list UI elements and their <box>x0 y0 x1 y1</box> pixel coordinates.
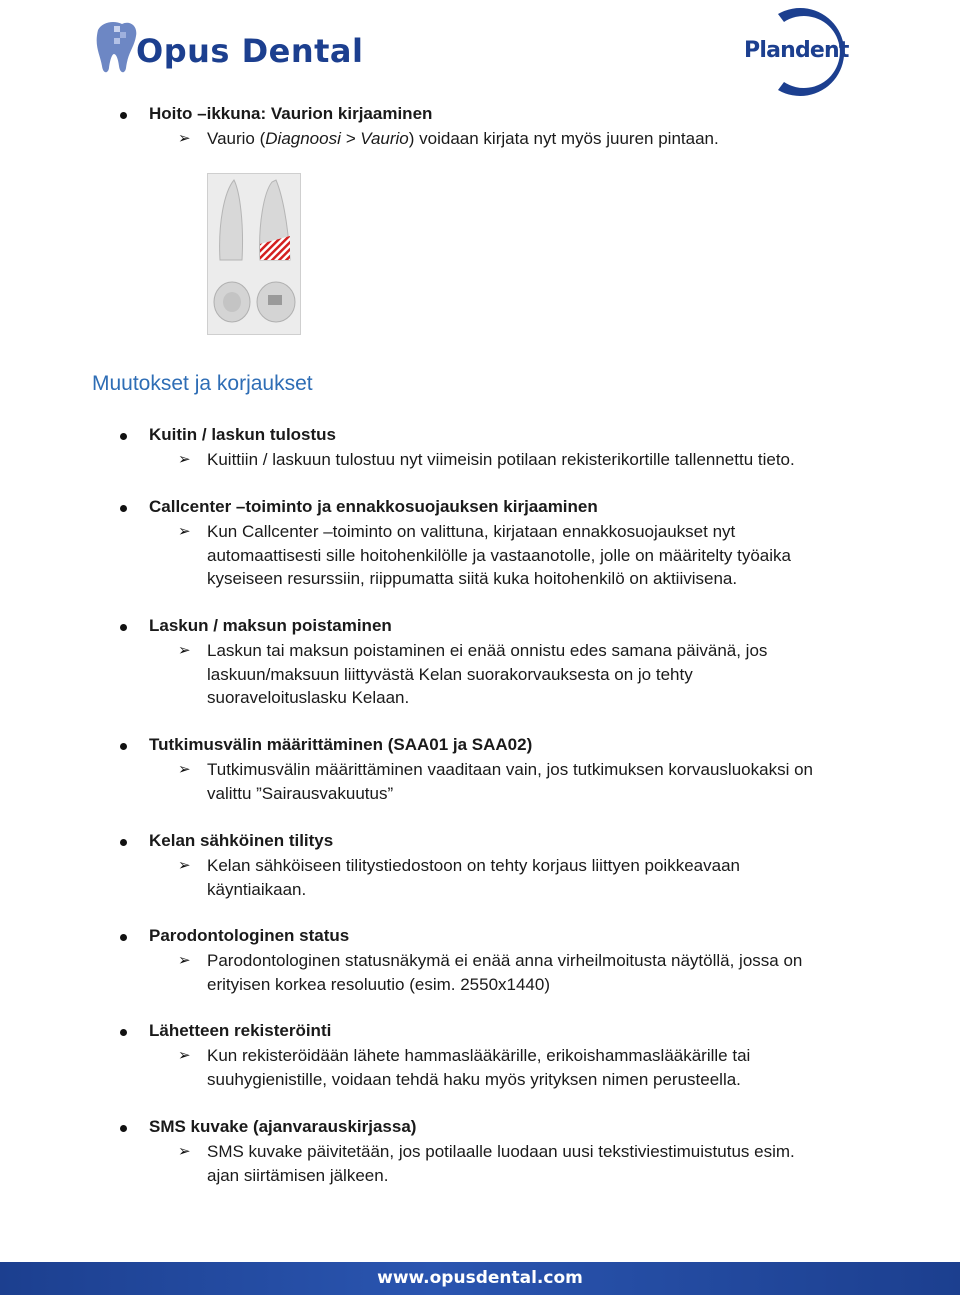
arrow-bullet-icon: ➢ <box>178 761 191 778</box>
plandent-logo-text: Plandent <box>744 38 849 63</box>
arrow-bullet-icon: ➢ <box>178 451 191 468</box>
list-item-text: Kuittiin / laskuun tulostuu nyt viimeisin potilaan rekisterikortille tallennettu tieto. <box>207 450 795 469</box>
bullet-icon <box>120 934 127 941</box>
arrow-bullet-icon: ➢ <box>178 952 191 969</box>
bullet-icon <box>120 505 127 512</box>
intro-item-title: Hoito –ikkuna: Vaurion kirjaaminen <box>149 104 433 123</box>
bullet-icon <box>120 743 127 750</box>
list-item-title: Lähetteen rekisteröinti <box>149 1021 332 1040</box>
list-item-title: SMS kuvake (ajanvarauskirjassa) <box>149 1117 417 1136</box>
bullet-icon <box>120 112 127 119</box>
list-item-text: SMS kuvake päivitetään, jos potilaalle luodaan uusi tekstiviestimuistutus esim. ajan siirtämisen jälkeen. <box>207 1142 795 1185</box>
section-heading: Muutokset ja korjaukset <box>92 372 313 395</box>
list-item-text: Parodontologinen statusnäkymä ei enää anna virheilmoitusta näytöllä, jossa on erityisen korkea resoluutio (esim. 2550x1440) <box>207 951 803 994</box>
tooth-logo-icon <box>92 18 140 78</box>
bullet-icon <box>120 1125 127 1132</box>
plandent-logo <box>740 4 870 100</box>
bullet-icon <box>120 433 127 440</box>
list-item-text: Kun rekisteröidään lähete hammaslääkärille, erikoishammaslääkärille tai suuhygienistille, voidaan tehdä haku myös yrityksen nimen perusteella. <box>207 1046 751 1089</box>
list-item-title: Callcenter –toiminto ja ennakkosuojauksen kirjaaminen <box>149 497 598 516</box>
list-item-title: Tutkimusvälin määrittäminen (SAA01 ja SAA02) <box>149 735 533 754</box>
list-item-text: Kun Callcenter –toiminto on valittuna, kirjataan ennakkosuojaukset nyt automaattisesti sille hoitohenkilölle ja vastaanotolle, jolle on määritelty työaika kyseiseen resurssiin, riippumatta siitä kuka hoitohenkilö on aktiivisena. <box>207 522 791 589</box>
list-item-title: Laskun / maksun poistaminen <box>149 616 392 635</box>
arrow-bullet-icon: ➢ <box>178 642 191 659</box>
tooth-lesion-illustration <box>207 173 301 335</box>
arrow-bullet-icon: ➢ <box>178 857 191 874</box>
footer-url[interactable]: www.opusdental.com <box>377 1268 583 1288</box>
bullet-icon <box>120 1029 127 1036</box>
list-item-title: Kuitin / laskun tulostus <box>149 425 337 444</box>
list-item-text: Tutkimusvälin määrittäminen vaaditaan vain, jos tutkimuksen korvausluokaksi on valittu ”Sairausvakuutus” <box>207 760 813 803</box>
arrow-bullet-icon: ➢ <box>178 130 191 147</box>
list-item-title: Parodontologinen status <box>149 926 350 945</box>
arrow-bullet-icon: ➢ <box>178 523 191 540</box>
list-item-text: Laskun tai maksun poistaminen ei enää onnistu edes samana päivänä, jos laskuun/maksuun liittyvästä Kelan suorakorvauksesta on jo tehty suoraveloituslasku Kelaan. <box>207 641 768 708</box>
list-item-title: Kelan sähköinen tilitys <box>149 831 334 850</box>
list-item-text: Kelan sähköiseen tilitystiedostoon on tehty korjaus liittyen poikkeavaan käyntiaikaan. <box>207 856 740 899</box>
opus-logo-text: Opus Dental <box>136 32 364 70</box>
arrow-bullet-icon: ➢ <box>178 1047 191 1064</box>
intro-item-text: Vaurio (Diagnoosi > Vaurio) voidaan kirjata nyt myös juuren pintaan. <box>207 129 719 148</box>
opus-dental-logo <box>92 18 412 78</box>
bullet-icon <box>120 624 127 631</box>
arrow-bullet-icon: ➢ <box>178 1143 191 1160</box>
footer-band <box>0 1262 960 1295</box>
bullet-icon <box>120 839 127 846</box>
